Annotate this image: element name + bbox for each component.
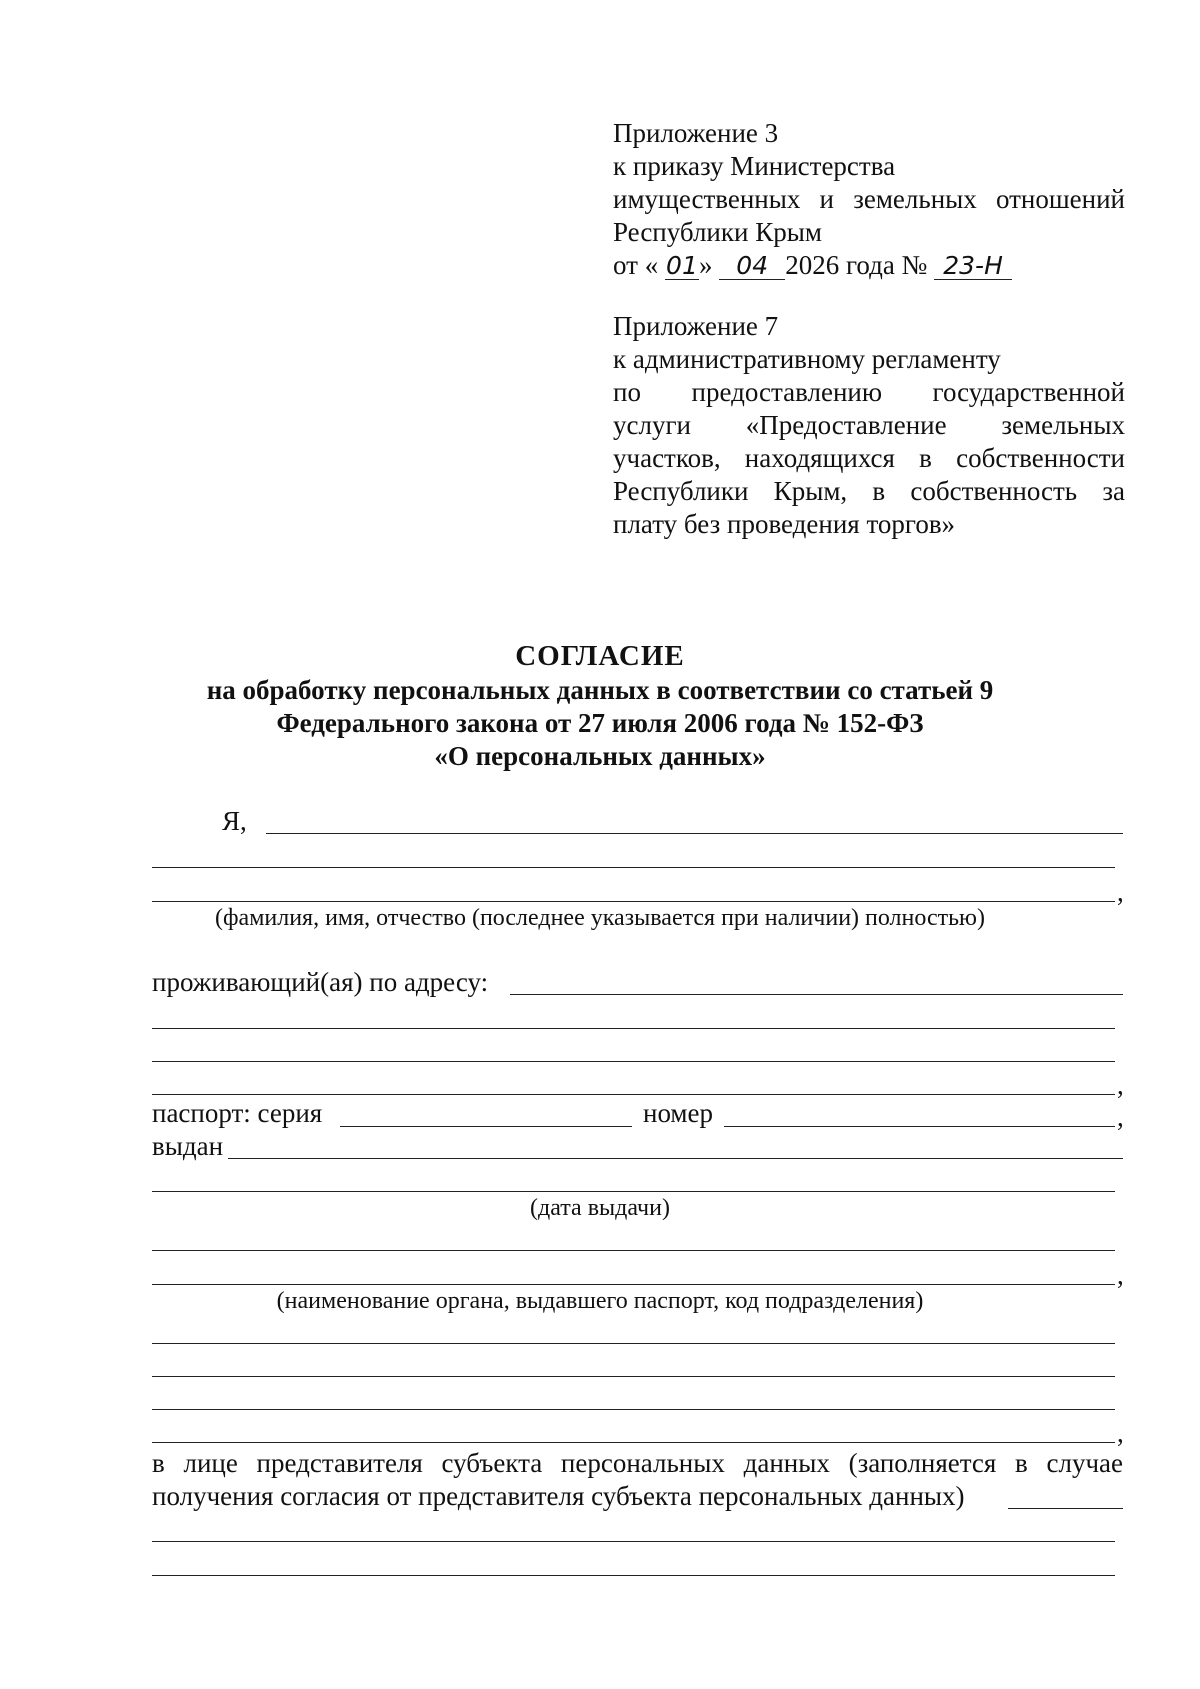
fio-caption: (фамилия, имя, отчество (последнее указывается при наличии) полностью) [215,905,985,931]
representative-text-1: в лице представителя субъекта персональных данных (заполняется в случае [152,1448,1123,1478]
issuer-comma: , [1117,1260,1124,1290]
blank-line-2[interactable] [152,1376,1115,1377]
issue-date-caption: (дата выдачи) [530,1195,670,1221]
issued-label: выдан [152,1131,224,1161]
i-label: Я, [222,806,247,836]
passport-comma: , [1117,1102,1124,1132]
republic-name: Республики Крым [613,217,822,247]
appendix-3-title: Приложение 3 [613,118,779,148]
document-subtitle-3: «О персональных данных» [434,741,766,771]
passport-number-field[interactable] [724,1126,1115,1127]
regulation-line-3: по предоставлению государственной [613,377,1125,407]
address-comma: , [1117,1070,1124,1100]
order-quote-close: » [698,250,713,280]
issue-date-field[interactable] [152,1191,1115,1192]
regulation-reference: к административному регламенту [613,344,1001,374]
address-label: проживающий(ая) по адресу: [152,967,489,997]
blank-line-4[interactable] [152,1442,1115,1443]
issuer-field-line-2[interactable] [152,1284,1115,1285]
order-year-text: 2026 года № [785,250,928,280]
appendix-7-title: Приложение 7 [613,311,779,341]
order-reference: к приказу Министерства [613,151,896,181]
representative-field-line-1[interactable] [1008,1508,1123,1509]
regulation-line-7: плату без проведения торгов» [613,509,956,539]
regulation-line-6: Республики Крым, в собственность за [613,476,1125,506]
blank-comma: , [1117,1418,1124,1448]
representative-field-line-3[interactable] [152,1575,1115,1576]
fio-comma: , [1117,877,1124,907]
passport-series-label: паспорт: серия [152,1098,323,1128]
representative-field-line-2[interactable] [152,1541,1115,1542]
address-field-line-4[interactable] [152,1094,1115,1095]
blank-line-3[interactable] [152,1409,1115,1410]
representative-text-2: получения согласия от представителя субъекта персональных данных) [152,1481,965,1511]
order-date-line [613,249,1125,282]
order-month: 04 [719,253,785,280]
address-field-line-3[interactable] [152,1061,1115,1062]
order-day: 01 [666,251,698,280]
address-field-line-2[interactable] [152,1028,1115,1029]
fio-field-line-2[interactable] [152,867,1115,868]
issued-field-line-1[interactable] [228,1158,1123,1159]
regulation-line-5: участков, находящихся в собственности [613,443,1125,473]
passport-series-field[interactable] [340,1126,632,1127]
appendix-7-block [613,310,1125,541]
blank-line-1[interactable] [152,1343,1115,1344]
issuer-field-line-1[interactable] [152,1250,1115,1251]
fio-field-line-1[interactable] [266,833,1123,834]
document-subtitle-1: на обработку персональных данных в соответствии со статьей 9 [206,675,994,705]
ministry-name: имущественных и земельных отношений [613,184,1125,214]
fio-field-line-3[interactable] [152,901,1115,902]
document-subtitle-2: Федерального закона от 27 июля 2006 года № 152-ФЗ [276,708,924,738]
document-title: СОГЛАСИЕ [515,640,685,672]
appendix-3-block [613,117,1125,282]
passport-number-label: номер [643,1098,714,1128]
address-field-line-1[interactable] [510,994,1123,995]
issuer-caption: (наименование органа, выдавшего паспорт, код подразделения) [276,1288,924,1314]
order-number: 23-Н [934,253,1012,280]
regulation-line-4: услуги «Предоставление земельных [613,410,1125,440]
order-date-prefix: от « [613,250,659,280]
